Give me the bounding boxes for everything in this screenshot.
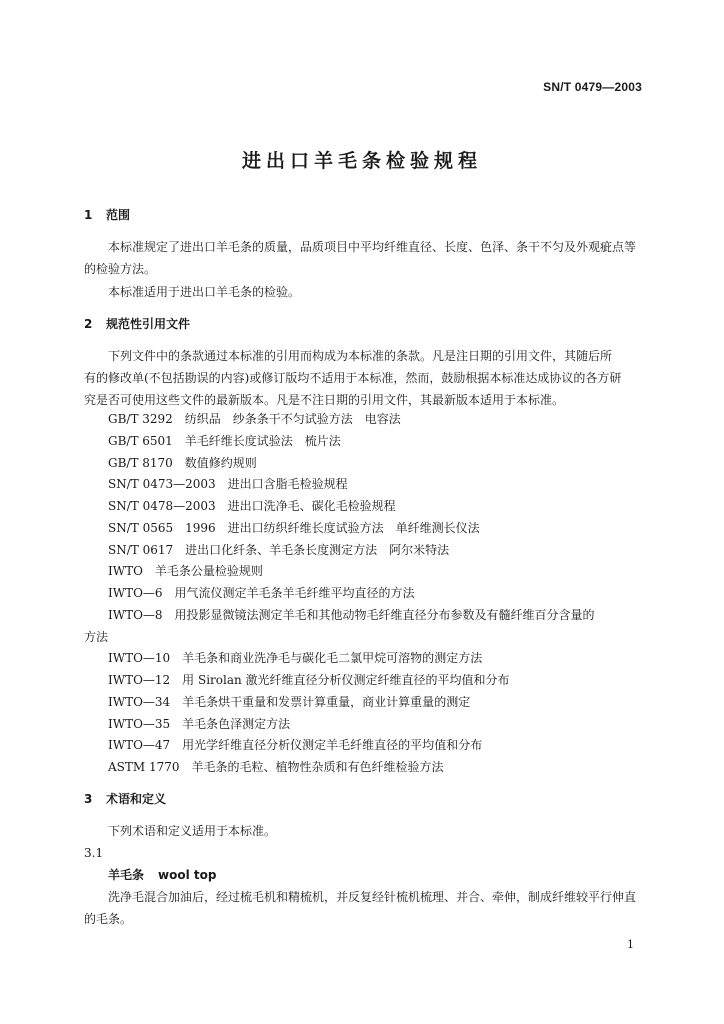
term-definition-line-1: 洗净毛混合加油后，经过梳毛机和精梳机，并反复经针梳机梳理、并合、牵伸，制成纤维较平行伸直 <box>108 890 637 904</box>
section-number: 2 <box>84 317 93 331</box>
reference-item: IWTO 羊毛条公量检验规则 <box>108 564 263 578</box>
term-english: wool top <box>158 868 217 882</box>
section-2-intro-line-2: 有的修改单(不包括勘误的内容)或修订版均不适用于本标准，然而，鼓励根据本标准达成协议的各方研 <box>84 371 622 385</box>
reference-item: IWTO—10 羊毛条和商业洗净毛与碳化毛二氯甲烷可溶物的测定方法 <box>108 651 483 665</box>
section-number: 1 <box>84 208 93 222</box>
term-heading <box>108 868 668 882</box>
section-2-intro-line-3: 究是否可使用这些文件的最新版本。凡是不注日期的引用文件，其最新版本适用于本标准。 <box>84 393 565 407</box>
section-title: 范围 <box>106 208 131 222</box>
document-title: 进出口羊毛条检验规程 <box>241 150 482 172</box>
reference-item: IWTO—12 用 Sirolan 激光纤维直径分析仪测定纤维直径的平均值和分布 <box>108 673 510 687</box>
reference-item: SN/T 0478—2003 进出口洗净毛、碳化毛检验规程 <box>108 499 396 513</box>
term-chinese: 羊毛条 <box>108 868 145 882</box>
term-number: 3.1 <box>84 846 104 860</box>
section-1-paragraph-2: 本标准适用于进出口羊毛条的检验。 <box>108 285 301 299</box>
section-2-heading <box>84 317 644 331</box>
section-2-intro-line-1: 下列文件中的条款通过本标准的引用而构成为本标准的条款。凡是注日期的引用文件，其随后所 <box>108 349 613 363</box>
page-number: 1 <box>627 938 634 951</box>
reference-item: IWTO—47 用光学纤维直径分析仪测定羊毛纤维直径的平均值和分布 <box>108 738 483 752</box>
reference-item: GB/T 6501 羊毛纤维长度试验法 梳片法 <box>108 434 341 448</box>
standard-code: SN/T 0479—2003 <box>543 80 642 94</box>
reference-item: SN/T 0473—2003 进出口含脂毛检验规程 <box>108 477 348 491</box>
section-3-intro: 下列术语和定义适用于本标准。 <box>108 824 277 838</box>
reference-item-continuation: 方法 <box>84 630 109 644</box>
section-3-heading <box>84 792 644 806</box>
reference-item: SN/T 0617 进出口化纤条、羊毛条长度测定方法 阿尔米特法 <box>108 543 450 557</box>
term-definition-line-2: 的毛条。 <box>84 912 133 926</box>
reference-item: IWTO—35 羊毛条色泽测定方法 <box>108 717 291 731</box>
section-1-paragraph-1-line-1: 本标准规定了进出口羊毛条的质量，品质项目中平均纤维直径、长度、色泽、条干不匀及外观疵点等 <box>108 240 637 254</box>
reference-item: IWTO—8 用投影显微镜法测定羊毛和其他动物毛纤维直径分布参数及有髓纤维百分含量的 <box>108 608 595 622</box>
reference-item: ASTM 1770 羊毛条的毛粒、植物性杂质和有色纤维检验方法 <box>108 760 444 774</box>
section-1-heading <box>84 208 644 222</box>
section-1-paragraph-1-line-2: 的检验方法。 <box>84 262 157 276</box>
reference-item: IWTO—6 用气流仪测定羊毛条羊毛纤维平均直径的方法 <box>108 586 415 600</box>
reference-item: IWTO—34 羊毛条烘干重量和发票计算重量，商业计算重量的测定 <box>108 695 471 709</box>
section-title: 术语和定义 <box>106 792 167 806</box>
section-title: 规范性引用文件 <box>106 317 191 331</box>
section-number: 3 <box>84 792 93 806</box>
reference-item: GB/T 8170 数值修约规则 <box>108 456 257 470</box>
reference-item: SN/T 0565 1996 进出口纺织纤维长度试验方法 单纤维测长仪法 <box>108 521 480 535</box>
reference-item: GB/T 3292 纺织品 纱条条干不匀试验方法 电容法 <box>108 412 401 426</box>
